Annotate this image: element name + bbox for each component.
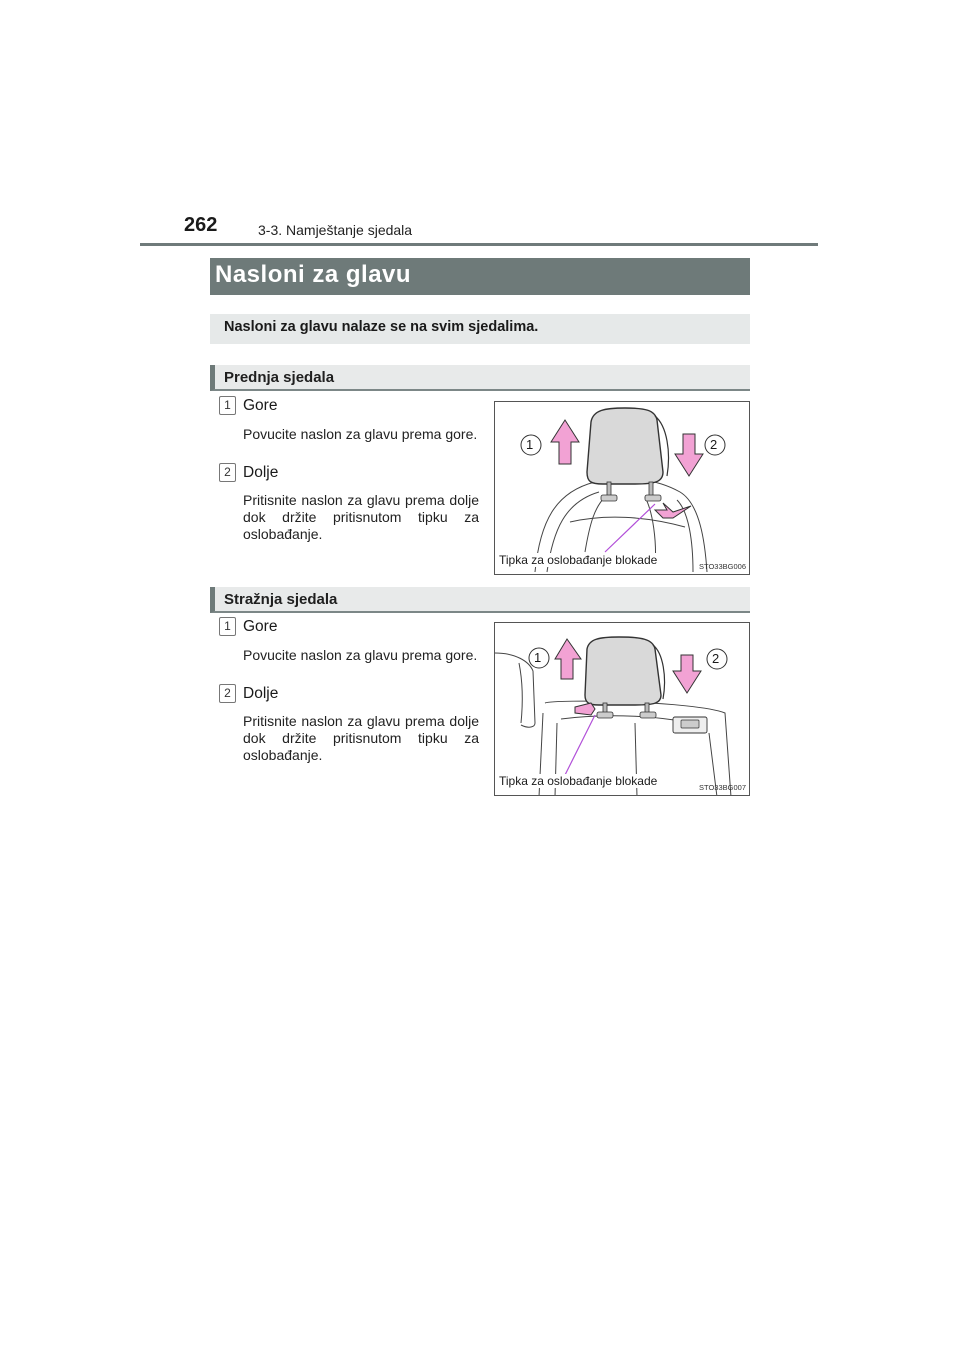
rear-seat-drawing: [495, 623, 750, 796]
page-title-bar: [210, 258, 750, 295]
step-title: Gore: [243, 397, 278, 414]
section-heading-rear: [210, 587, 750, 613]
page-title: Nasloni za glavu: [215, 261, 412, 288]
front-headrest-illustration: [494, 401, 750, 575]
running-header: 3-3. Namještanje sjedala: [258, 222, 413, 238]
step-description: Pritisnite naslon za glavu prema dolje dok držite pritisnutom tipku za oslobađanje.: [243, 492, 479, 542]
figure-label-up: 1: [526, 437, 534, 452]
figure-code: STO33BG006: [699, 562, 746, 571]
intro-text: Nasloni za glavu nalaze se na svim sjedalima.: [224, 319, 539, 335]
step-description: Povucite naslon za glavu prema gore.: [243, 647, 478, 663]
step-description: Povucite naslon za glavu prema gore.: [243, 426, 478, 442]
intro-box: [210, 314, 750, 344]
figure-code: STO33BG007: [699, 783, 746, 792]
step-number-badge: 1: [219, 396, 236, 415]
header-rule: [140, 243, 818, 246]
step-title: Dolje: [243, 464, 279, 481]
step-number-badge: 2: [219, 684, 236, 703]
step-title: Dolje: [243, 685, 279, 702]
rear-headrest-illustration: [494, 622, 750, 796]
step-description: Pritisnite naslon za glavu prema dolje dok držite pritisnutom tipku za oslobađanje.: [243, 713, 479, 763]
step-number-badge: 2: [219, 463, 236, 482]
section-heading-text: Stražnja sjedala: [224, 591, 338, 608]
section-heading-front: [210, 365, 750, 391]
figure-caption: Tipka za oslobađanje blokade: [499, 774, 658, 788]
figure-label-up: 1: [534, 650, 542, 665]
figure-label-down: 2: [712, 651, 720, 666]
front-seat-drawing: [495, 402, 750, 575]
step-number-badge: 1: [219, 617, 236, 636]
step-title: Gore: [243, 618, 278, 635]
figure-label-down: 2: [710, 437, 718, 452]
section-heading-text: Prednja sjedala: [224, 369, 335, 386]
page-number: 262: [184, 214, 218, 236]
figure-caption: Tipka za oslobađanje blokade: [499, 553, 658, 567]
